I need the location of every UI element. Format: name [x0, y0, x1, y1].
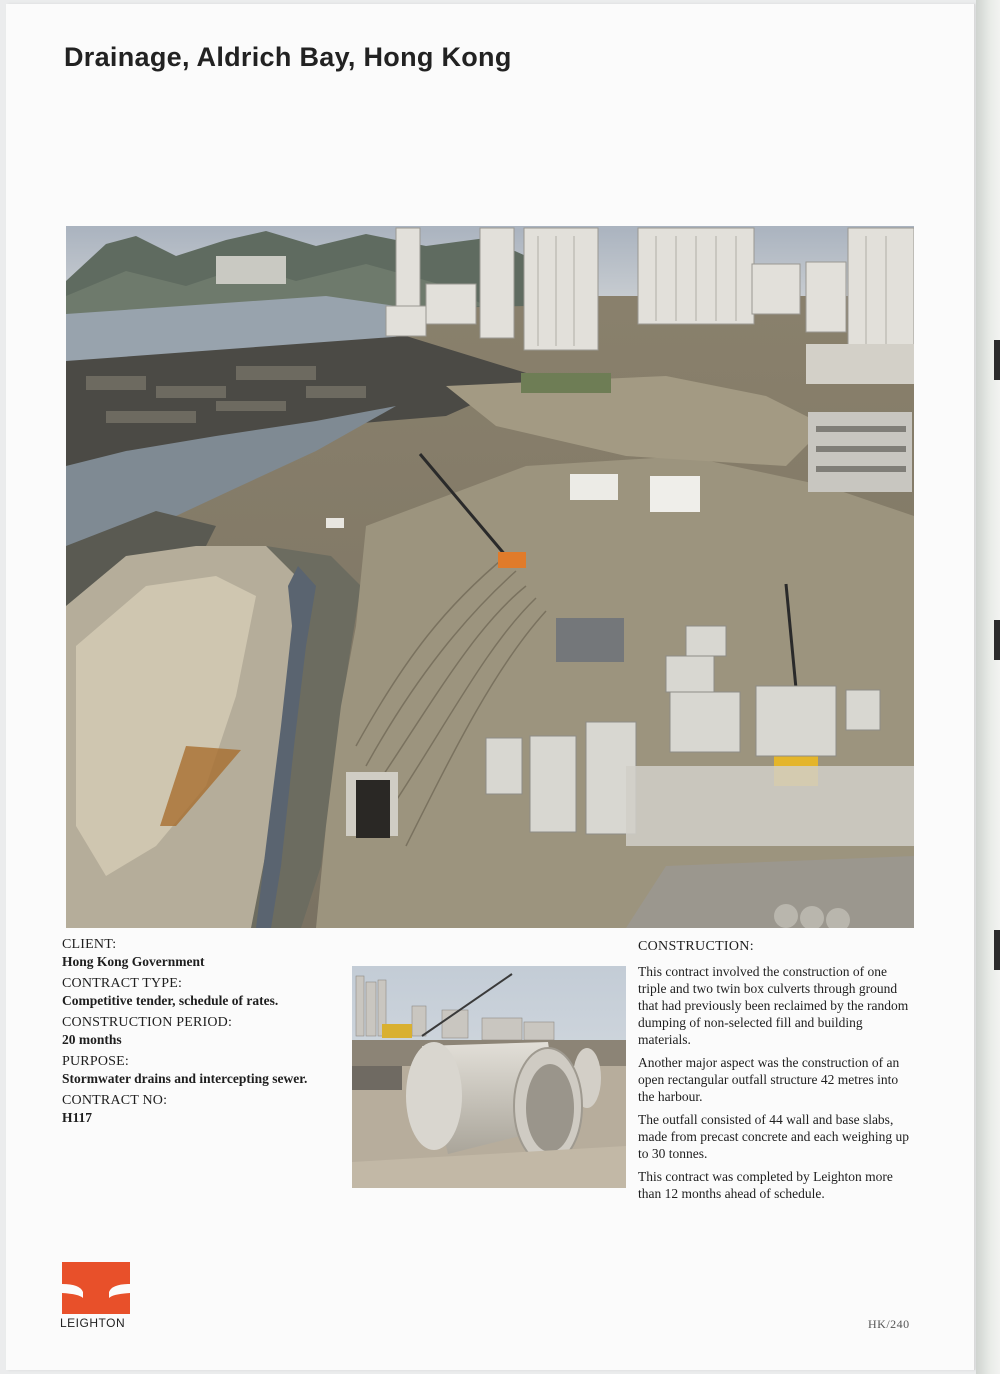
- detail-value: 20 months: [62, 1032, 122, 1047]
- page-reference: HK/240: [868, 1317, 910, 1331]
- aerial-site-photo: [66, 226, 914, 928]
- construction-heading: CONSTRUCTION:: [638, 939, 754, 954]
- detail-label: CONSTRUCTION PERIOD:: [62, 1015, 233, 1030]
- culvert-pipe-photo: [352, 966, 626, 1188]
- detail-value: Hong Kong Government: [62, 954, 205, 969]
- detail-value: H117: [62, 1110, 93, 1125]
- detail-contract-type: [62, 975, 332, 1009]
- detail-label: PURPOSE:: [62, 1054, 129, 1069]
- adjacent-page-edge: [976, 0, 1000, 1374]
- detail-purpose: [62, 1053, 332, 1087]
- detail-value: Competitive tender, schedule of rates.: [62, 993, 279, 1008]
- leighton-logo-icon: [62, 1262, 130, 1314]
- leighton-logo-text: LEIGHTON: [60, 1316, 126, 1330]
- detail-label: CONTRACT NO:: [62, 1093, 168, 1108]
- leighton-logo: [60, 1262, 134, 1330]
- detail-label: CLIENT:: [62, 937, 117, 952]
- detail-client: [62, 936, 332, 970]
- detail-construction-period: [62, 1014, 332, 1048]
- project-details: [62, 936, 332, 1131]
- construction-paragraph: This contract involved the construction of one triple and two twin box culverts through ground that had previously been reclaimed by the random dumping of non-selected fill and building materials.: [638, 964, 909, 1047]
- detail-value: Stormwater drains and intercepting sewer.: [62, 1071, 308, 1086]
- detail-contract-no: [62, 1092, 332, 1126]
- construction-section: [638, 939, 916, 1208]
- construction-paragraph: Another major aspect was the construction of an open rectangular outfall structure 42 metres into the harbour.: [638, 1055, 900, 1104]
- construction-paragraph: The outfall consisted of 44 wall and base slabs, made from precast concrete and each weighing up to 30 tonnes.: [638, 1112, 910, 1161]
- detail-label: CONTRACT TYPE:: [62, 976, 183, 991]
- construction-paragraph: This contract was completed by Leighton more than 12 months ahead of schedule.: [638, 1169, 893, 1201]
- page-title: Drainage, Aldrich Bay, Hong Kong: [64, 42, 512, 72]
